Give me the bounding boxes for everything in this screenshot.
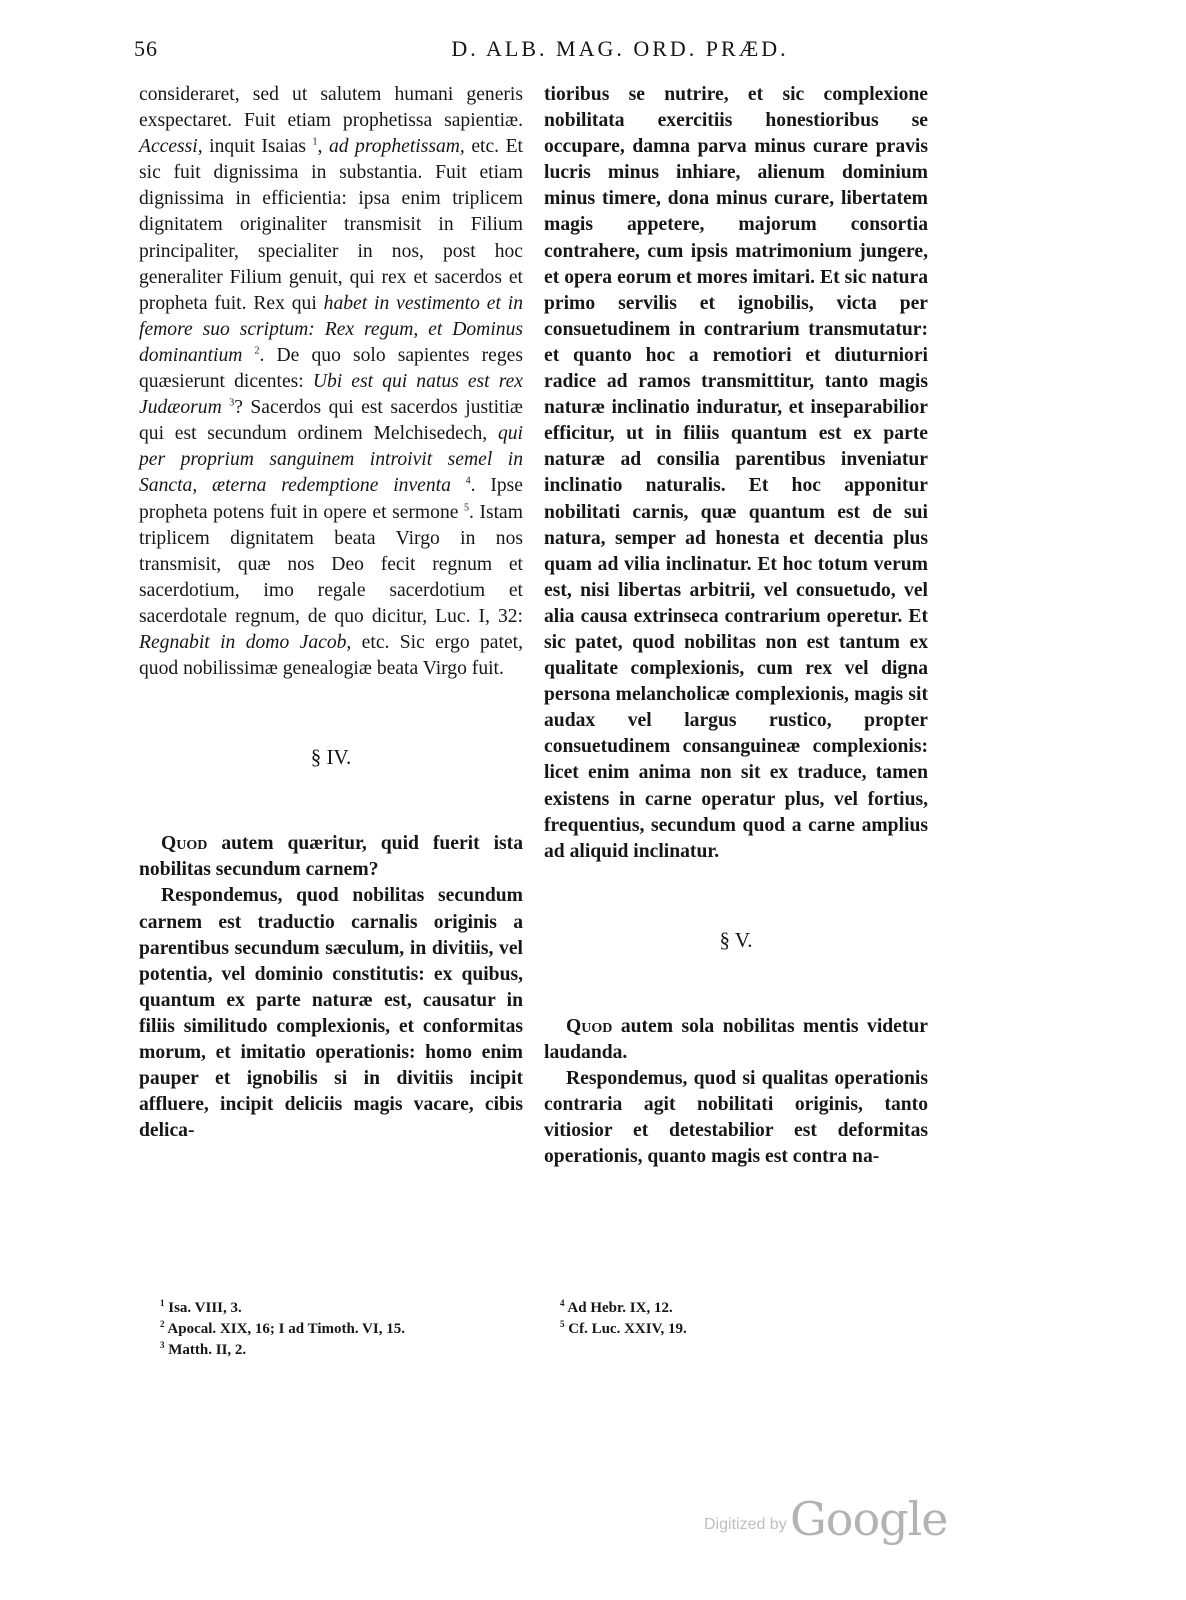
footnotes-left	[160, 1298, 405, 1361]
left-paragraph-1	[139, 82, 523, 682]
text-run: consideraret, sed ut salutem humani generis exspectaret. Fuit etiam prophetissa sapientiæ.	[139, 84, 523, 132]
footnote-text: Ad Hebr. IX, 12.	[564, 1300, 673, 1316]
text-run: ,	[317, 136, 329, 158]
italic-quotation: qui per proprium sanguinem introivit semel in Sancta, æterna redemptione inventa	[139, 423, 523, 497]
footnote-text: Matth. II, 2.	[164, 1342, 247, 1358]
section-heading-v: § V.	[719, 927, 753, 952]
footnote-marker: 4	[465, 475, 471, 487]
right-paragraph-3: Respondemus, quod si qualitas operationis contraria agit nobilitati originis, tanto vitiosior et detestabilior est deformitas operationis, quanto magis est contra na-	[544, 1068, 928, 1168]
footnote-marker: 3	[229, 397, 235, 409]
right-column	[544, 82, 928, 1170]
left-paragraph-2	[139, 831, 523, 883]
spacer	[139, 770, 523, 831]
text-run: inquit Isaias	[202, 136, 313, 158]
footnote-marker: 1	[312, 136, 318, 148]
right-paragraph-1: tioribus se nutrire, et sic complexione nobilitata exercitiis honestioribus se occupare, damna parva minus curare pravis lucris minus inhiare, alienum dominium minus timere, dona minus curare, libertatem magis appetere, majorum consortia contrahere, cum ipsis matrimonium jungere, et opera eorum et mores imitari. Et sic natura primo servilis et ignobilis, victa per consuetudinem in contrarium transmutatur: et quanto hoc a remotiori et diuturniori radice ad ramos transmittitur, tanto magis naturæ inclinatio induratur, et inseparabilior efficitur, ut in filiis quantum est ex parte naturæ ad consilia parentibus inveniatur inclinatio naturalis. Et hoc apponitur nobilitati carnis, quæ quantum est de sui natura, semper ad honesta et decentia plus quam ad vilia inclinatur. Et hoc totum verum est, nisi libertas arbitrii, vel consuetudo, vel alia causa extrinseca contrarium operetur. Et sic patet, quod nobilitas non est tantum ex qualitate complexionis, cum rex vel digna persona melancholicæ complexionis, magis sit audax vel largus rustico, propter consuetudinem consanguineæ complexionis: licet enim anima non sit ex traduce, tamen existens in carne operatur plus, vel fortius, frequentius, secundum quod a carne amplius ad aliquid inclinatur.	[544, 84, 928, 862]
text-run: ? Sacerdos qui est sacerdos justitiæ qui est secundum ordinem Melchisedech,	[139, 397, 523, 445]
text-run: etc. Sic ergo patet, quod nobilissimæ genealogiæ beata Virgo fuit.	[139, 631, 523, 680]
text-run: . Istam triplicem dignitatem beata Virgo in nos transmisit, quæ nos Deo fecit regnum et sacerdotium, imo regale sacerdotium et sacerdotale regnum, de quo dicitur, Luc. I, 32:	[139, 501, 523, 627]
italic-quotation: ad prophetissam,	[328, 136, 465, 158]
page-header	[120, 36, 1050, 76]
left-column	[139, 82, 523, 1144]
google-logo: Google	[790, 1492, 948, 1546]
footnote-marker: 5	[464, 501, 470, 513]
text-run: . Ipse propheta potens fuit in opere et sermone	[139, 475, 523, 523]
italic-quotation: habet in vestimento et in femore suo scriptum: Rex regum, et Dominus dominantium	[139, 292, 523, 366]
italic-quotation: Accessi,	[139, 136, 203, 158]
footnote	[160, 1340, 405, 1361]
text-run	[242, 345, 254, 366]
spacer	[139, 682, 523, 744]
italic-quotation: Regnabit in domo Jacob,	[139, 631, 352, 653]
footnotes-right	[560, 1298, 687, 1340]
footnote	[160, 1298, 405, 1319]
footnote	[560, 1298, 687, 1319]
footnote-number: 5	[560, 1319, 565, 1329]
footnote	[160, 1319, 405, 1340]
paragraph-text: autem sola nobilitas mentis videtur laudanda.	[544, 1015, 928, 1063]
small-caps-lead: Quod	[566, 1015, 613, 1037]
spacer	[544, 865, 928, 927]
paragraph-text: autem quæritur, quid fuerit ista nobilitas secundum carnem?	[139, 833, 523, 881]
small-caps-lead: Quod	[161, 833, 208, 855]
right-paragraph-2	[544, 1014, 928, 1066]
page-number: 56	[134, 36, 158, 61]
footnote-text: Apocal. XIX, 16; I ad Timoth. VI, 15.	[164, 1321, 405, 1337]
footnote-text: Isa. VIII, 3.	[164, 1300, 242, 1316]
footnote-number: 4	[560, 1298, 565, 1308]
footnote-number: 1	[160, 1298, 165, 1308]
section-heading-iv: § IV.	[310, 745, 352, 770]
footnote-number: 3	[160, 1340, 165, 1350]
footnote-text: Cf. Luc. XXIV, 19.	[564, 1321, 687, 1337]
footnote	[560, 1319, 687, 1340]
running-head: D. ALB. MAG. ORD. PRÆD.	[451, 36, 789, 61]
text-run: etc. Et sic fuit dignissima in substantia. Fuit etiam dignissima in efficientia: ipsa enim triplicem dignitatem originaliter transmisit in Filium principaliter, specialiter in nos, post hoc generaliter Filium genuit, qui rex et sacerdos et propheta fuit. Rex qui	[139, 136, 524, 314]
spacer	[544, 953, 928, 1014]
text-run: . De quo solo sapientes reges quæsierunt dicentes:	[139, 344, 523, 393]
digitized-label: Digitized by	[704, 1516, 787, 1533]
footnote-marker: 2	[254, 345, 260, 357]
italic-quotation: Ubi est qui natus est rex Judæorum	[139, 371, 524, 419]
text-run	[451, 475, 466, 496]
left-paragraph-3: Respondemus, quod nobilitas secundum carnem est traductio carnalis originis a parentibus secundum sæculum, in divitiis, vel potentia, vel dominio constitutis: ex quibus, quantum ex parte naturæ est, causatur in filiis similitudo complexionis, et conformitas morum, et imitatio operationis: homo enim pauper et ignobilis si in divitiis incipit affluere, incipit deliciis magis vacare, cibis delica-	[139, 885, 523, 1142]
footnote-number: 2	[160, 1319, 165, 1329]
